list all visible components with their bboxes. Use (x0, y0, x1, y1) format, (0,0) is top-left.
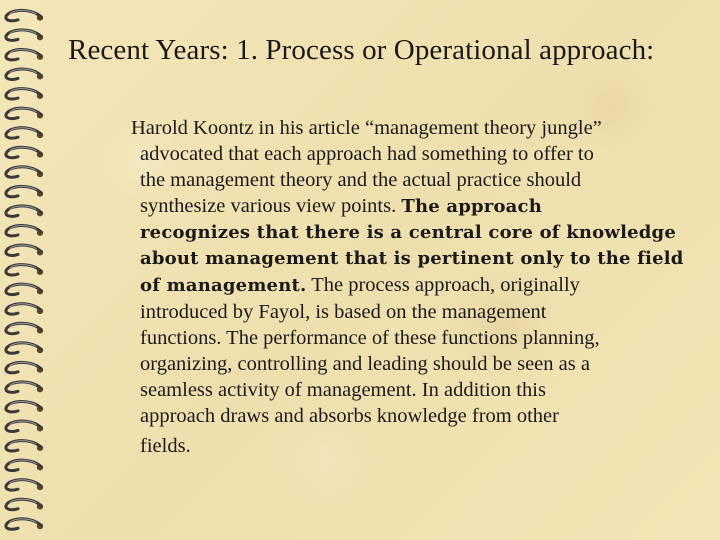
binding-ring (6, 186, 41, 196)
binding-ring (6, 265, 41, 275)
binding-ring (6, 362, 41, 372)
binding-ring (6, 284, 41, 294)
binding-ring (6, 206, 41, 216)
body-line-text: approach draws and absorbs knowledge from other (140, 405, 559, 427)
spiral-binding-graphic (0, 0, 50, 540)
binding-ring (6, 519, 41, 529)
binding-ring (6, 245, 41, 255)
body-line (131, 167, 691, 193)
body-line-text: fields. (140, 435, 191, 457)
spiral-binding (0, 0, 50, 540)
body-line (131, 141, 691, 167)
body-line-text: Harold Koontz in his article “management theory jungle” (131, 117, 602, 139)
body-line-text: introduced by Fayol, is based on the management (140, 301, 547, 323)
body-line (131, 403, 691, 429)
binding-ring (6, 441, 41, 451)
slide-title-text: Process or Operational approach: (265, 34, 655, 66)
body-line-bold-text: recognizes that there is a central core of knowledge (140, 222, 676, 243)
binding-ring (6, 225, 41, 235)
body-line (131, 115, 691, 141)
body-line (131, 246, 691, 272)
binding-ring (6, 30, 41, 40)
body-line (131, 433, 691, 459)
binding-ring (6, 304, 41, 314)
slide-body (131, 115, 691, 459)
body-line (131, 272, 691, 299)
body-line-text: the management theory and the actual practice should (140, 169, 582, 191)
binding-ring (6, 128, 41, 138)
binding-ring (6, 382, 41, 392)
body-line (131, 220, 691, 246)
body-line-bold-text: about management that is pertinent only to the field (140, 248, 684, 269)
body-line-text: organizing, controlling and leading should be seen as a (140, 353, 590, 375)
body-line (131, 325, 691, 351)
binding-ring (6, 108, 41, 118)
body-line (131, 193, 691, 220)
binding-ring (6, 147, 41, 157)
binding-ring (6, 499, 41, 509)
binding-ring (6, 401, 41, 411)
slide-title (68, 34, 708, 67)
binding-ring (6, 343, 41, 353)
slide-title-prefix: Recent Years: 1. (68, 34, 266, 66)
binding-ring (6, 480, 41, 490)
binding-ring (6, 69, 41, 79)
binding-ring (6, 421, 41, 431)
body-line-text: synthesize various view points. (140, 195, 402, 217)
body-line-bold-text: The approach (401, 196, 542, 217)
body-line-text: functions. The performance of these functions planning, (140, 327, 600, 349)
body-line-bold-text: of management. (140, 275, 307, 296)
binding-ring (6, 460, 41, 470)
body-line-text: seamless activity of management. In addition this (140, 379, 546, 401)
binding-ring (6, 10, 41, 20)
body-line (131, 299, 691, 325)
binding-ring (6, 323, 41, 333)
body-line (131, 351, 691, 377)
body-line-text: The process approach, originally (306, 274, 580, 296)
body-line (131, 377, 691, 403)
binding-ring (6, 49, 41, 59)
binding-ring (6, 167, 41, 177)
body-line-text: advocated that each approach had something to offer to (140, 143, 594, 165)
binding-ring (6, 89, 41, 99)
